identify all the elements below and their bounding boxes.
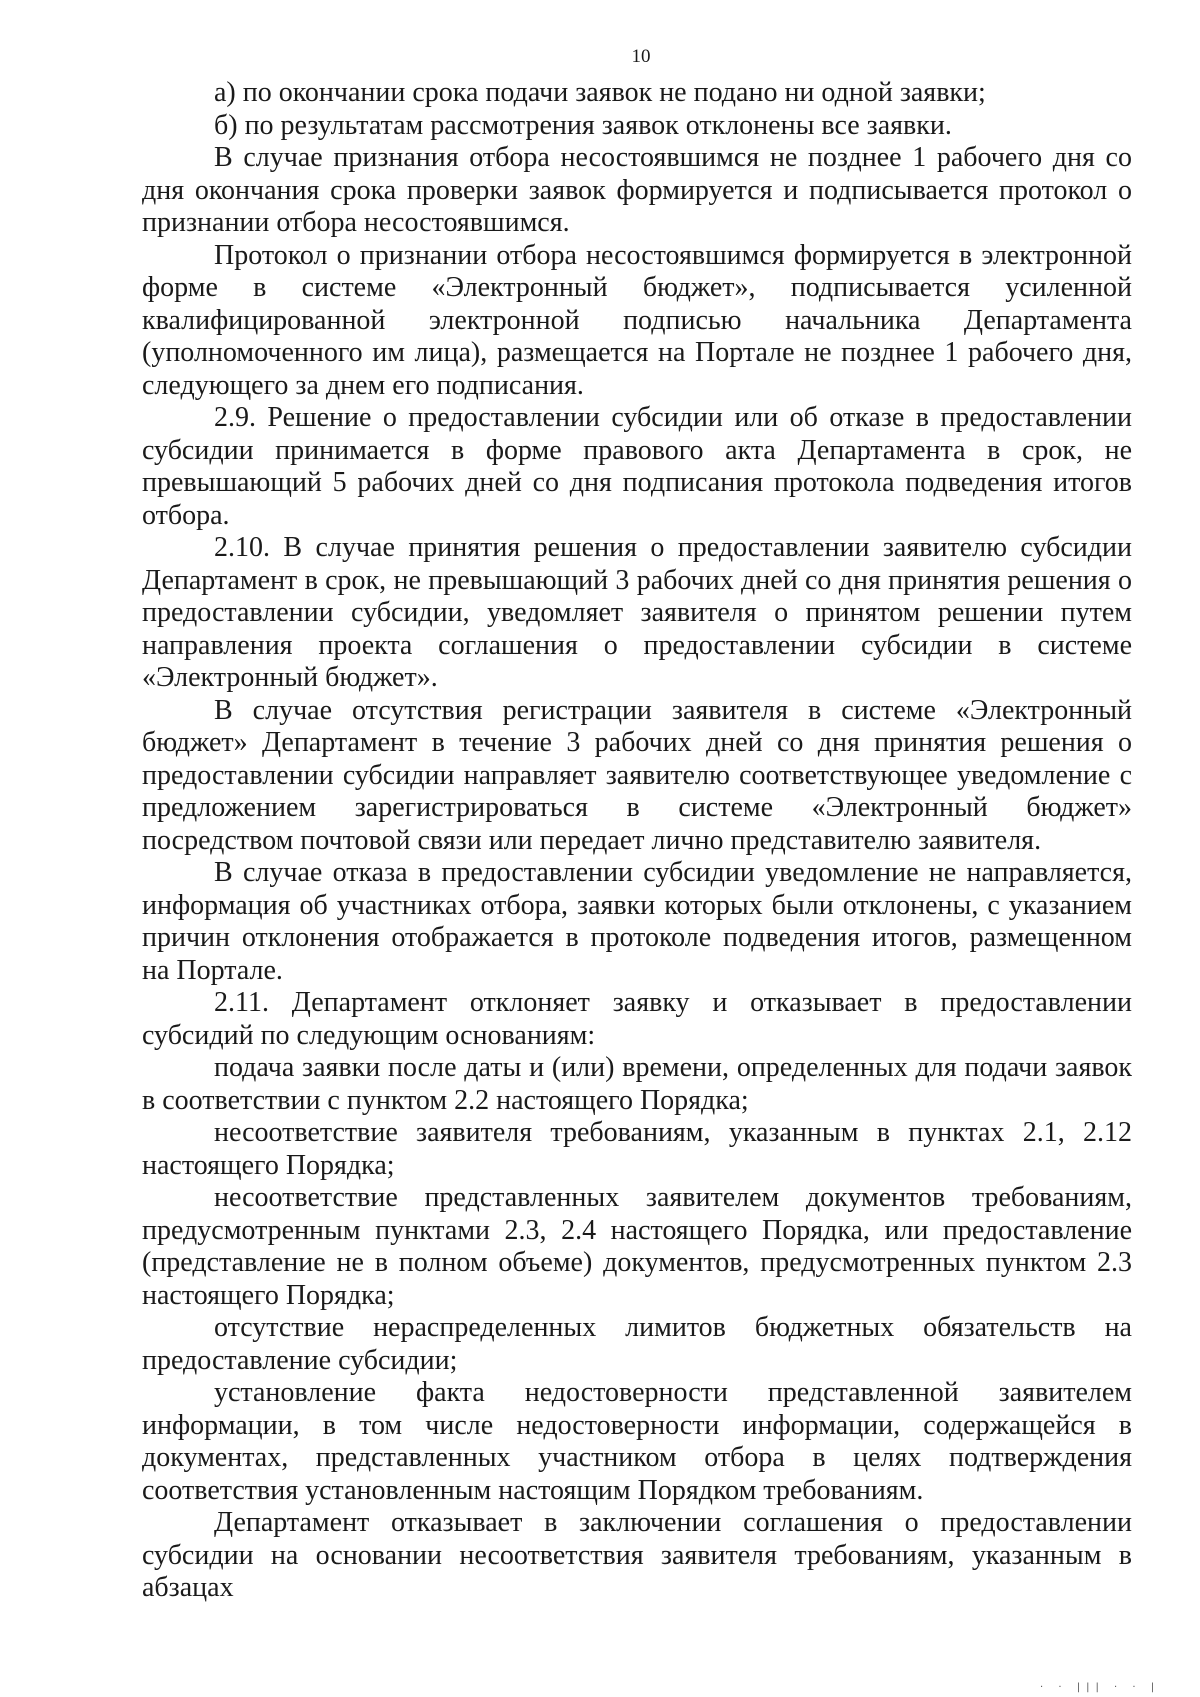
paragraph-agreement-refusal: Департамент отказывает в заключении соглашения о предоставлении субсидии на основании несоответствия заявителя требованиям, указанным в абзацах [142, 1507, 1132, 1603]
ground-false-information: установление факта недостоверности представленной заявителем информации, в том числе недостоверности информации, содержащейся в документах, представленных участником отбора в целях подтверждения соответствия установленным настоящим Порядком требованиям. [142, 1377, 1132, 1506]
document-body [142, 77, 1132, 1605]
scan-edge-marks: · · ||| · · | [1040, 1682, 1161, 1693]
ground-late-submission: подача заявки после даты и (или) времени, определенных для подачи заявок в соответствии с пунктом 2.2 настоящего Порядка; [142, 1052, 1132, 1116]
paragraph-failed-selection: В случае признания отбора несостоявшимся не позднее 1 рабочего дня со дня окончания срока проверки заявок формируется и подписывается протокол о признании отбора несостоявшимся. [142, 142, 1132, 238]
paragraph-refusal-notice: В случае отказа в предоставлении субсидии уведомление не направляется, информация об участниках отбора, заявки которых были отклонены, с указанием причин отклонения отображается в протоколе подведения итогов, размещенном на Портале. [142, 857, 1132, 986]
ground-documents-mismatch: несоответствие представленных заявителем документов требованиям, предусмотренным пунктами 2.3, 2.4 настоящего Порядка, или предоставление (представление не в полном объеме) документов, предусмотренных пунктом 2.3 настоящего Порядка; [142, 1182, 1132, 1311]
ground-applicant-mismatch: несоответствие заявителя требованиям, указанным в пунктах 2.1, 2.12 настоящего Порядка; [142, 1117, 1132, 1181]
paragraph-no-registration: В случае отсутствия регистрации заявителя в системе «Электронный бюджет» Департамент в течение 3 рабочих дней со дня принятия решения о предоставлении субсидии направляет заявителю соответствующее уведомление с предложением зарегистрироваться в системе «Электронный бюджет» посредством почтовой связи или передает лично представителю заявителя. [142, 694, 1132, 856]
paragraph-protocol: Протокол о признании отбора несостоявшимся формируется в электронной форме в системе «Электронный бюджет», подписывается усиленной квалифицированной электронной подписью начальника Департамента (уполномоченного им лица), размещается на Портале не позднее 1 рабочего дня, следующего за днем его подписания. [142, 239, 1132, 401]
paragraph-2-11: 2.11. Департамент отклоняет заявку и отказывает в предоставлении субсидий по следующим основаниям: [142, 987, 1132, 1051]
ground-no-limits: отсутствие нераспределенных лимитов бюджетных обязательств на предоставление субсидии; [142, 1312, 1132, 1376]
paragraph-2-10: 2.10. В случае принятия решения о предоставлении заявителю субсидии Департамент в срок, не превышающий 3 рабочих дней со дня принятия решения о предоставлении субсидии, уведомляет заявителя о принятом решении путем направления проекта соглашения о предоставлении субсидии в системе «Электронный бюджет». [142, 532, 1132, 693]
list-item-a: а) по окончании срока подачи заявок не подано ни одной заявки; [214, 77, 986, 108]
paragraph-2-9: 2.9. Решение о предоставлении субсидии или об отказе в предоставлении субсидии принимается в форме правового акта Департамента в срок, не превышающий 5 рабочих дней со дня подписания протокола подведения итогов отбора. [142, 402, 1132, 531]
page-number: 10 [631, 46, 651, 67]
list-item-b: б) по результатам рассмотрения заявок отклонены все заявки. [214, 109, 952, 141]
